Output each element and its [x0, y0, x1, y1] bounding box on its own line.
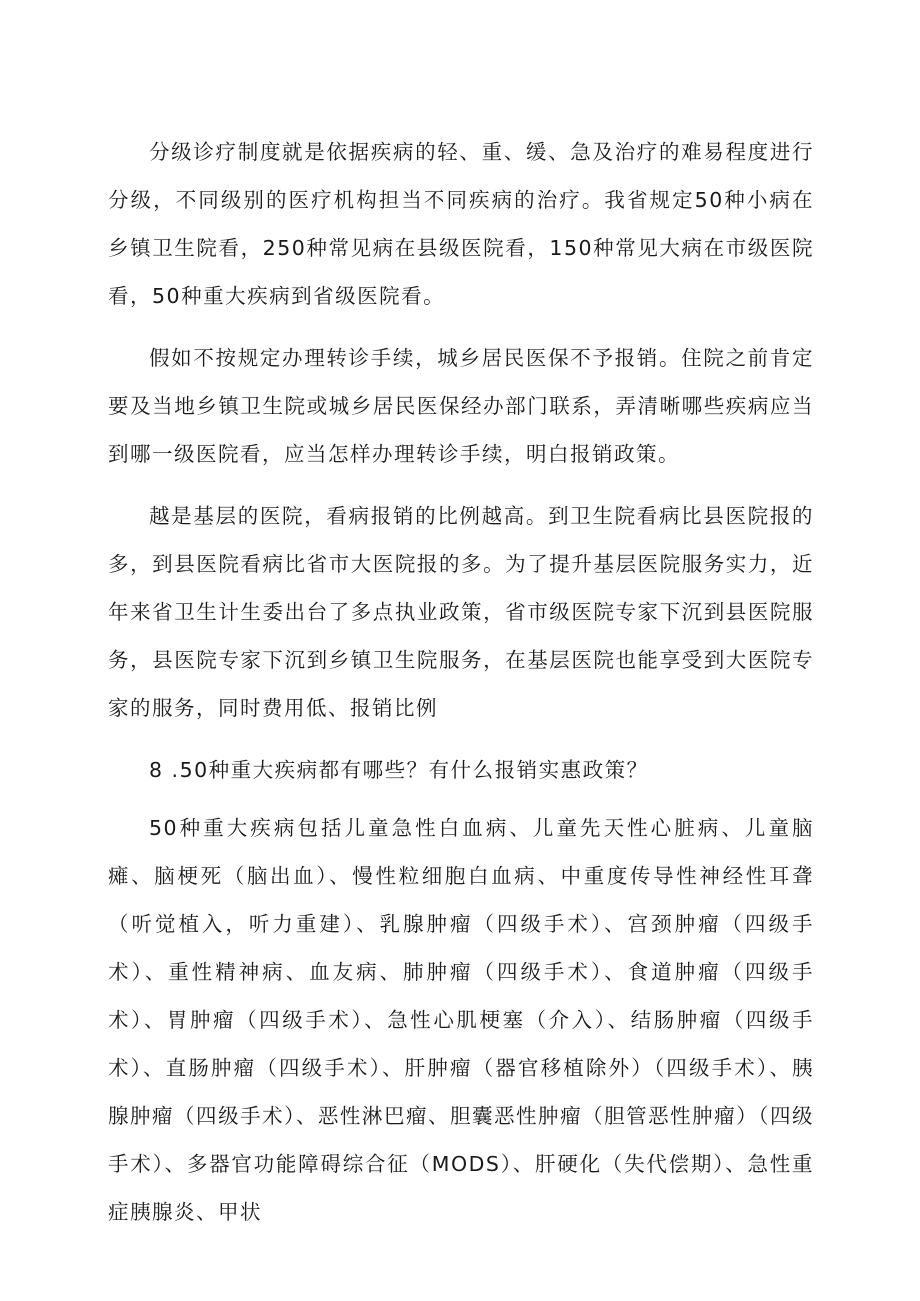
document-body — [108, 128, 814, 1250]
paragraph-reimbursement-ratio: 越是基层的医院，看病报销的比例越高。到卫生院看病比县医院报的多，到县医院看病比省市大医院报的多。为了提升基层医院服务实力，近年来省卫生计生委出台了多点执业政策，省市级医院专家下沉到县医院服务，县医院专家下沉到乡镇卫生院服务，在基层医院也能享受到大医院专家的服务，同时费用低、报销比例 — [108, 504, 814, 720]
paragraph-tiered-diagnosis: 分级诊疗制度就是依据疾病的轻、重、缓、急及治疗的难易程度进行分级，不同级别的医疗机构担当不同疾病的治疗。我省规定50种小病在乡镇卫生院看，250种常见病在县级医院看，150种常见大病在市级医院看，50种重大疾病到省级医院看。 — [108, 140, 814, 308]
paragraph-referral-procedure: 假如不按规定办理转诊手续，城乡居民医保不予报销。住院之前肯定要及当地乡镇卫生院或城乡居民医保经办部门联系，弄清晰哪些疾病应当到哪一级医院看，应当怎样办理转诊手续，明白报销政策。 — [108, 346, 814, 466]
section-question: 8 .50种重大疾病都有哪些？有什么报销实惠政策？ — [149, 758, 649, 782]
paragraph-major-diseases-list: 50种重大疾病包括儿童急性白血病、儿童先天性心脏病、儿童脑瘫、脑梗死（脑出血）、慢性粒细胞白血病、中重度传导性神经性耳聋（听觉植入，听力重建）、乳腺肿瘤（四级手术）、宫颈肿瘤（四级手术）、重性精神病、血友病、肺肿瘤（四级手术）、食道肿瘤（四级手术）、胃肿瘤（四级手术）、急性心肌梗塞（介入）、结肠肿瘤（四级手术）、直肠肿瘤（四级手术）、肝肿瘤（器官移植除外）（四级手术）、胰腺肿瘤（四级手术）、恶性淋巴瘤、胆囊恶性肿瘤（胆管恶性肿瘤）（四级手术）、多器官功能障碍综合征（MODS）、肝硬化（失代偿期）、急性重症胰腺炎、甲状 — [108, 816, 814, 1224]
